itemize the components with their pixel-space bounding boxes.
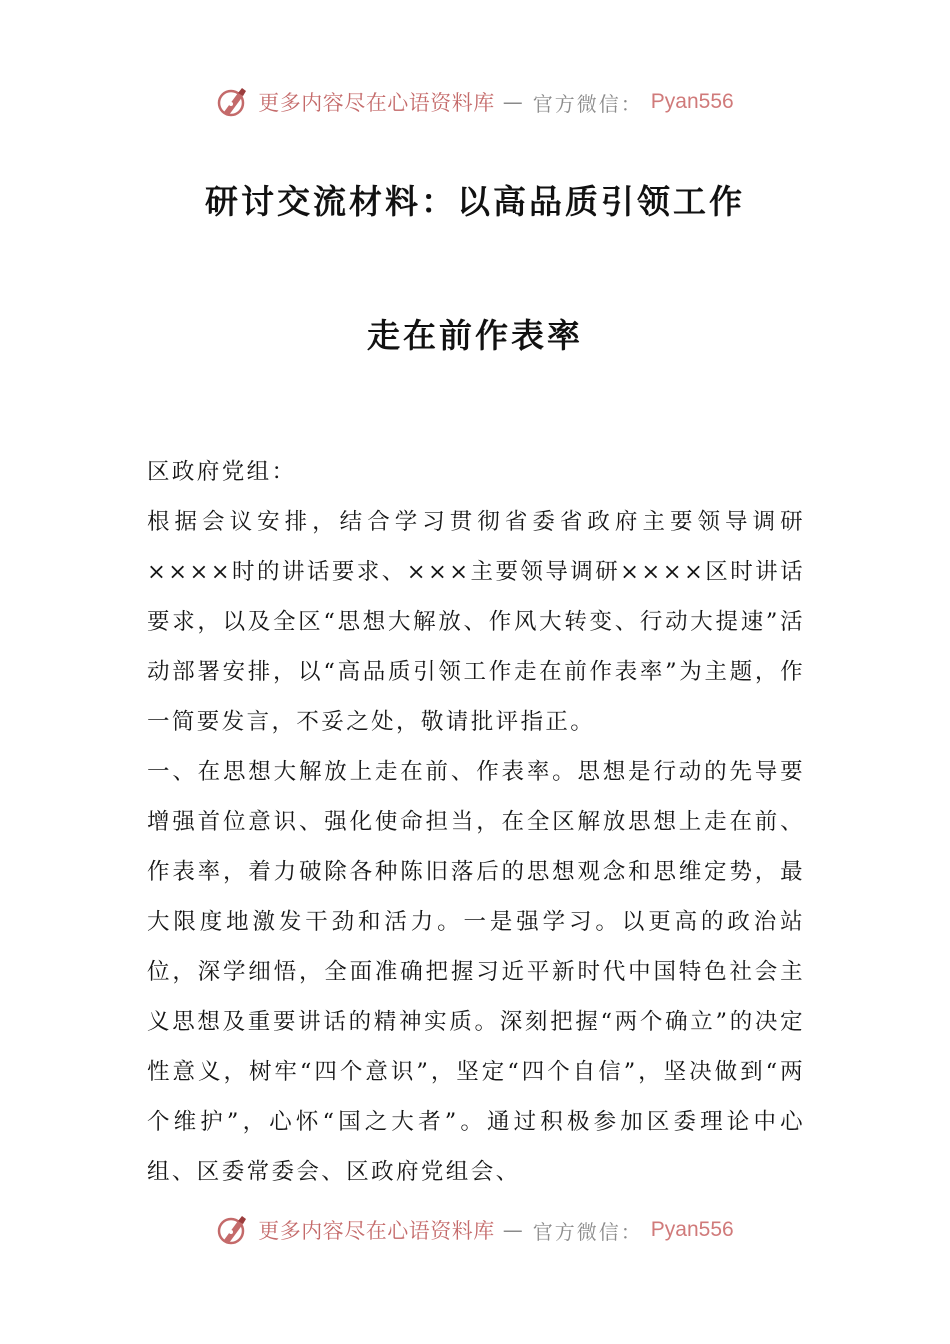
banner-slogan: 更多内容尽在心语资料库 <box>258 1219 495 1243</box>
banner-separator: — <box>502 90 525 114</box>
salutation: 区政府党组： <box>147 459 297 485</box>
banner-wechat-id: Pyan556 <box>650 1218 734 1241</box>
banner-wechat-label: 官方微信： <box>532 91 643 116</box>
footer-watermark-banner <box>0 1208 950 1252</box>
pen-nib-logo-icon <box>216 1213 250 1247</box>
banner-separator: — <box>502 1218 525 1242</box>
banner-slogan: 更多内容尽在心语资料库 <box>258 91 495 115</box>
paragraph-intro: 根据会议安排，结合学习贯彻省委省政府主要领导调研××××时的讲话要求、×××主要领导调研××××区时讲话要求，以及全区“思想大解放、作风大转变、行动大提速”活动部署安排，以“高品质引领工作走在前作表率”为主题，作一简要发言，不妥之处，敬请批评指正。 <box>147 509 805 735</box>
header-watermark-banner <box>0 80 950 124</box>
banner-wechat-id: Pyan556 <box>650 90 734 113</box>
document-title-line-2: 走在前作表率 <box>367 316 583 355</box>
pen-nib-logo-icon <box>216 85 250 119</box>
paragraph-section-1: 一、在思想大解放上走在前、作表率。思想是行动的先导要增强首位意识、强化使命担当，在全区解放思想上走在前、作表率，着力破除各种陈旧落后的思想观念和思维定势，最大限度地激发干劲和活力。一是强学习。以更高的政治站位，深学细悟，全面准确把握习近平新时代中国特色社会主义思想及重要讲话的精神实质。深刻把握“两个确立”的决定性意义，树牢“四个意识”，坚定“四个自信”，坚决做到“两个维护”，心怀“国之大者”。通过积极参加区委理论中心组、区委常委会、区政府党组会、 <box>147 759 805 1185</box>
document-title-line-1: 研讨交流材料：以高品质引领工作 <box>205 182 745 221</box>
banner-wechat-label: 官方微信： <box>532 1219 643 1244</box>
document-body <box>147 447 805 1197</box>
